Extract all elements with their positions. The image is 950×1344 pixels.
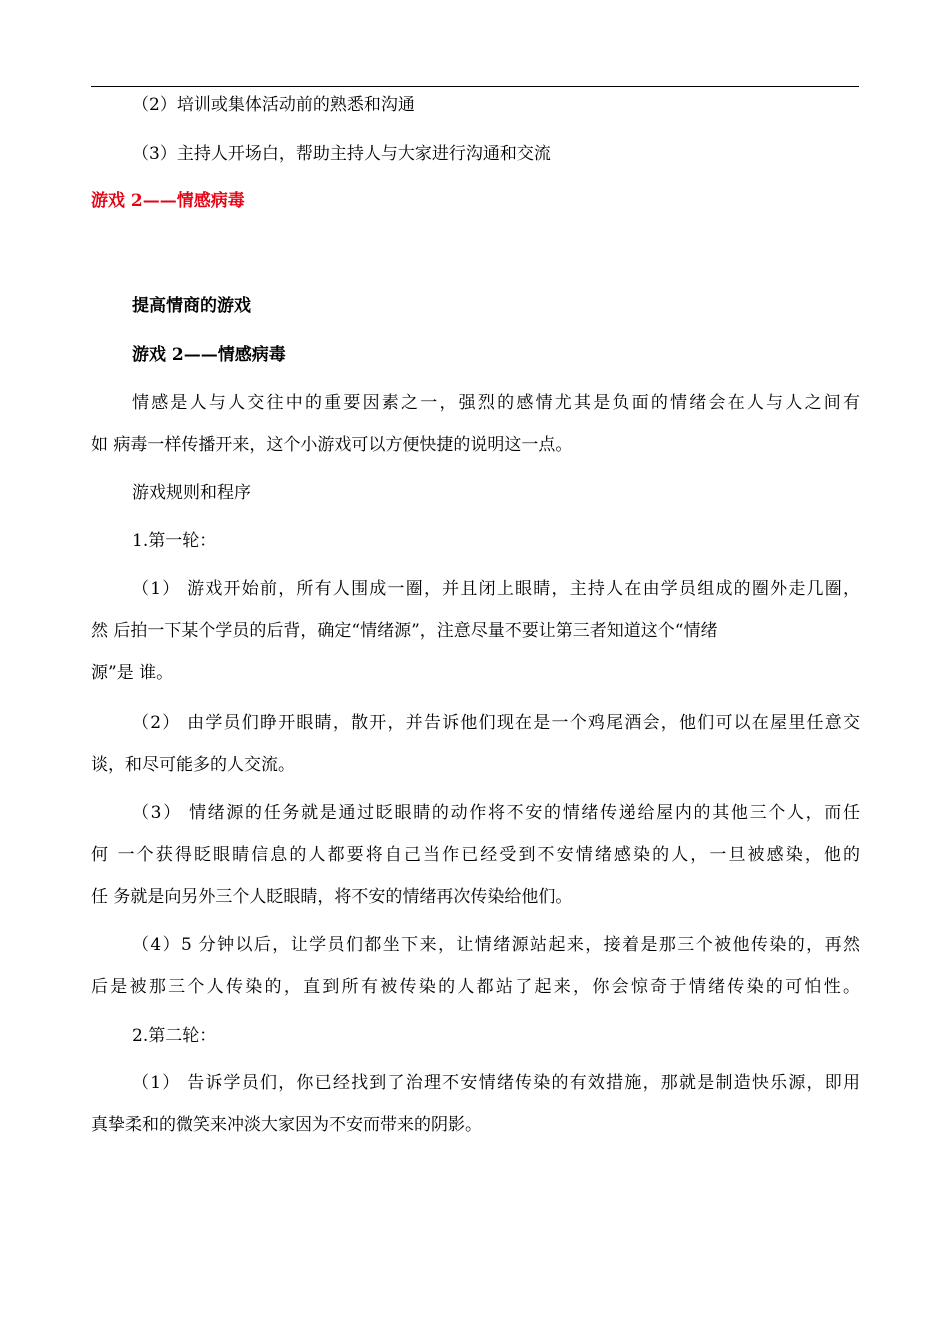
- rules-label: 游戏规则和程序: [132, 483, 251, 503]
- step3-line-3: 任 务就是向另外三个人眨眼睛，将不安的情绪再次传染给他们。: [91, 887, 573, 907]
- r2-step1-line-2: 真挚柔和的微笑来冲淡大家因为不安而带来的阴影。: [91, 1115, 482, 1135]
- step2-line-1: （2） 由学员们睁开眼睛，散开，并告诉他们现在是一个鸡尾酒会，他们可以在屋里任意交: [132, 713, 860, 733]
- red-heading: 游戏 2——情感病毒: [91, 191, 245, 211]
- step4-line-1: （4）5 分钟以后，让学员们都坐下来，让情绪源站起来，接着是那三个被他传染的，再然: [132, 935, 860, 955]
- step3-line-2: 何 一个获得眨眼睛信息的人都要将自己当作已经受到不安情绪感染的人，一旦被感染，他的: [91, 845, 860, 865]
- r2-step1-line-1: （1） 告诉学员们，你已经找到了治理不安情绪传染的有效措施，那就是制造快乐源，即用: [132, 1073, 860, 1093]
- step1-line-3: 源”是 谁。: [91, 663, 174, 683]
- game-title: 游戏 2——情感病毒: [132, 345, 286, 365]
- step1-line-2: 然 后拍一下某个学员的后背，确定“情绪源”，注意尽量不要让第三者知道这个“情绪: [91, 621, 718, 641]
- header-item-2: （2）培训或集体活动前的熟悉和沟通: [132, 95, 415, 115]
- round2-label: 2.第二轮：: [132, 1026, 217, 1046]
- step3-line-1: （3） 情绪源的任务就是通过眨眼睛的动作将不安的情绪传递给屋内的其他三个人，而任: [132, 803, 860, 823]
- header-item-3: （3）主持人开场白，帮助主持人与大家进行沟通和交流: [132, 144, 551, 164]
- intro-line-2: 如 病毒一样传播开来，这个小游戏可以方便快捷的说明这一点。: [91, 435, 573, 455]
- header-rule: [91, 86, 859, 87]
- section-title: 提高情商的游戏: [132, 296, 251, 316]
- intro-line-1: 情感是人与人交往中的重要因素之一，强烈的感情尤其是负面的情绪会在人与人之间有: [132, 393, 860, 413]
- step1-line-1: （1） 游戏开始前，所有人围成一圈，并且闭上眼睛，主持人在由学员组成的圈外走几圈，: [132, 579, 860, 599]
- step2-line-2: 谈，和尽可能多的人交流。: [91, 755, 295, 775]
- round1-label: 1.第一轮：: [132, 531, 217, 551]
- step4-line-2: 后是被那三个人传染的，直到所有被传染的人都站了起来，你会惊奇于情绪传染的可怕性。: [91, 977, 860, 997]
